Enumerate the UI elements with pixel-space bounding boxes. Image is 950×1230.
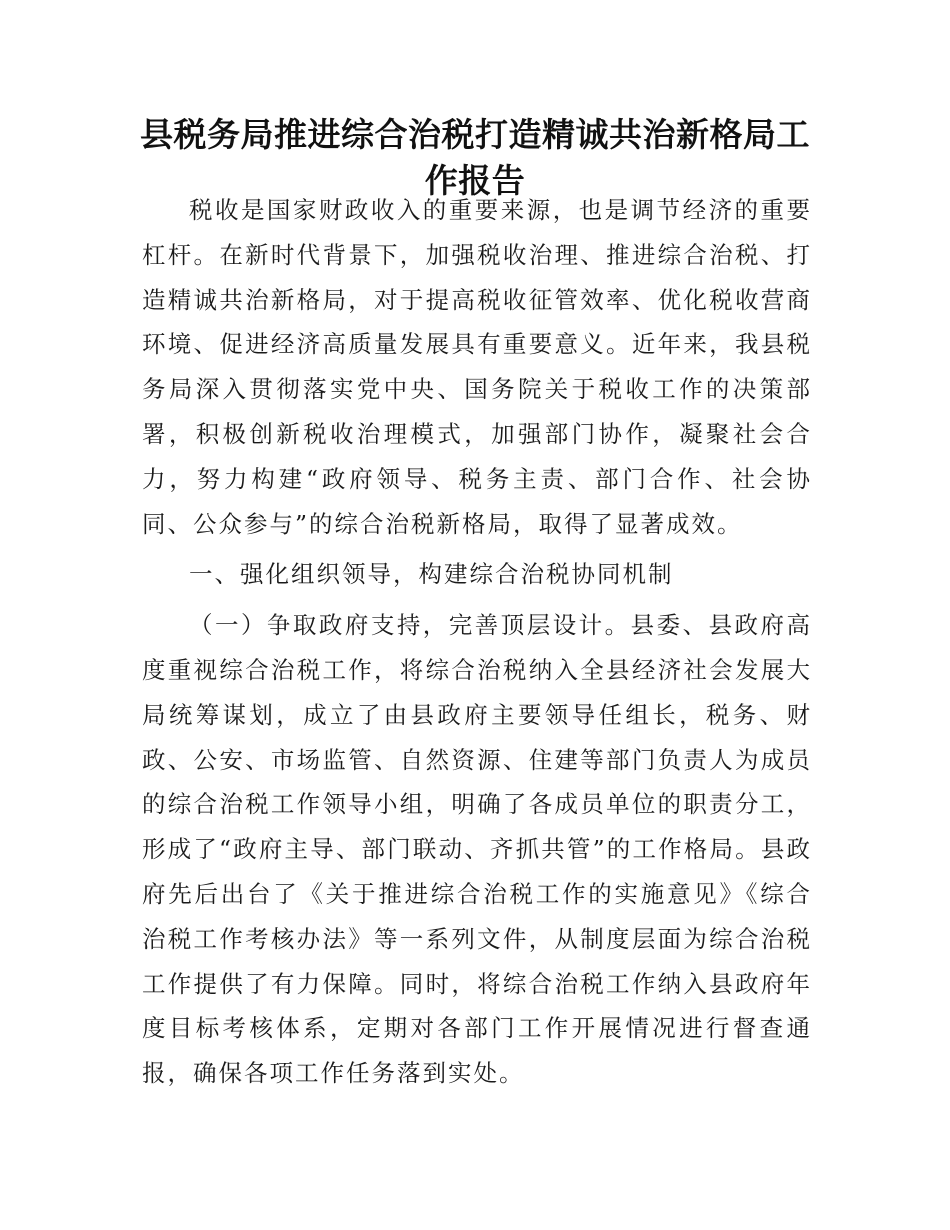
document-body bbox=[142, 188, 812, 1102]
intro-paragraph: 税收是国家财政收入的重要来源，也是调节经济的重要杠杆。在新时代背景下，加强税收治理、推进综合治税、打造精诚共治新格局，对于提高税收征管效率、优化税收营商环境、促进经济高质量发展具有重要意义。近年来，我县税务局深入贯彻落实党中央、国务院关于税收工作的决策部署，积极创新税收治理模式，加强部门协作，凝聚社会合力，努力构建“政府领导、税务主责、部门合作、社会协同、公众参与”的综合治税新格局，取得了显著成效。 bbox=[142, 196, 812, 538]
section-heading-1: 一、强化组织领导，构建综合治税协同机制 bbox=[189, 560, 674, 589]
subsection-paragraph-1: （一）争取政府支持，完善顶层设计。县委、县政府高度重视综合治税工作，将综合治税纳入全县经济社会发展大局统筹谋划，成立了由县政府主要领导任组长，税务、财政、公安、市场监管、自然资源、住建等部门负责人为成员的综合治税工作领导小组，明确了各成员单位的职责分工，形成了“政府主导、部门联动、齐抓共管”的工作格局。县政府先后出台了《关于推进综合治税工作的实施意见》《综合治税工作考核办法》等一系列文件，从制度层面为综合治税工作提供了有力保障。同时，将综合治税工作纳入县政府年度目标考核体系，定期对各部门工作开展情况进行督查通报，确保各项工作任务落到实处。 bbox=[142, 611, 812, 1088]
document-title: 县税务局推进综合治税打造精诚共治新格局工作报告 bbox=[140, 115, 810, 200]
